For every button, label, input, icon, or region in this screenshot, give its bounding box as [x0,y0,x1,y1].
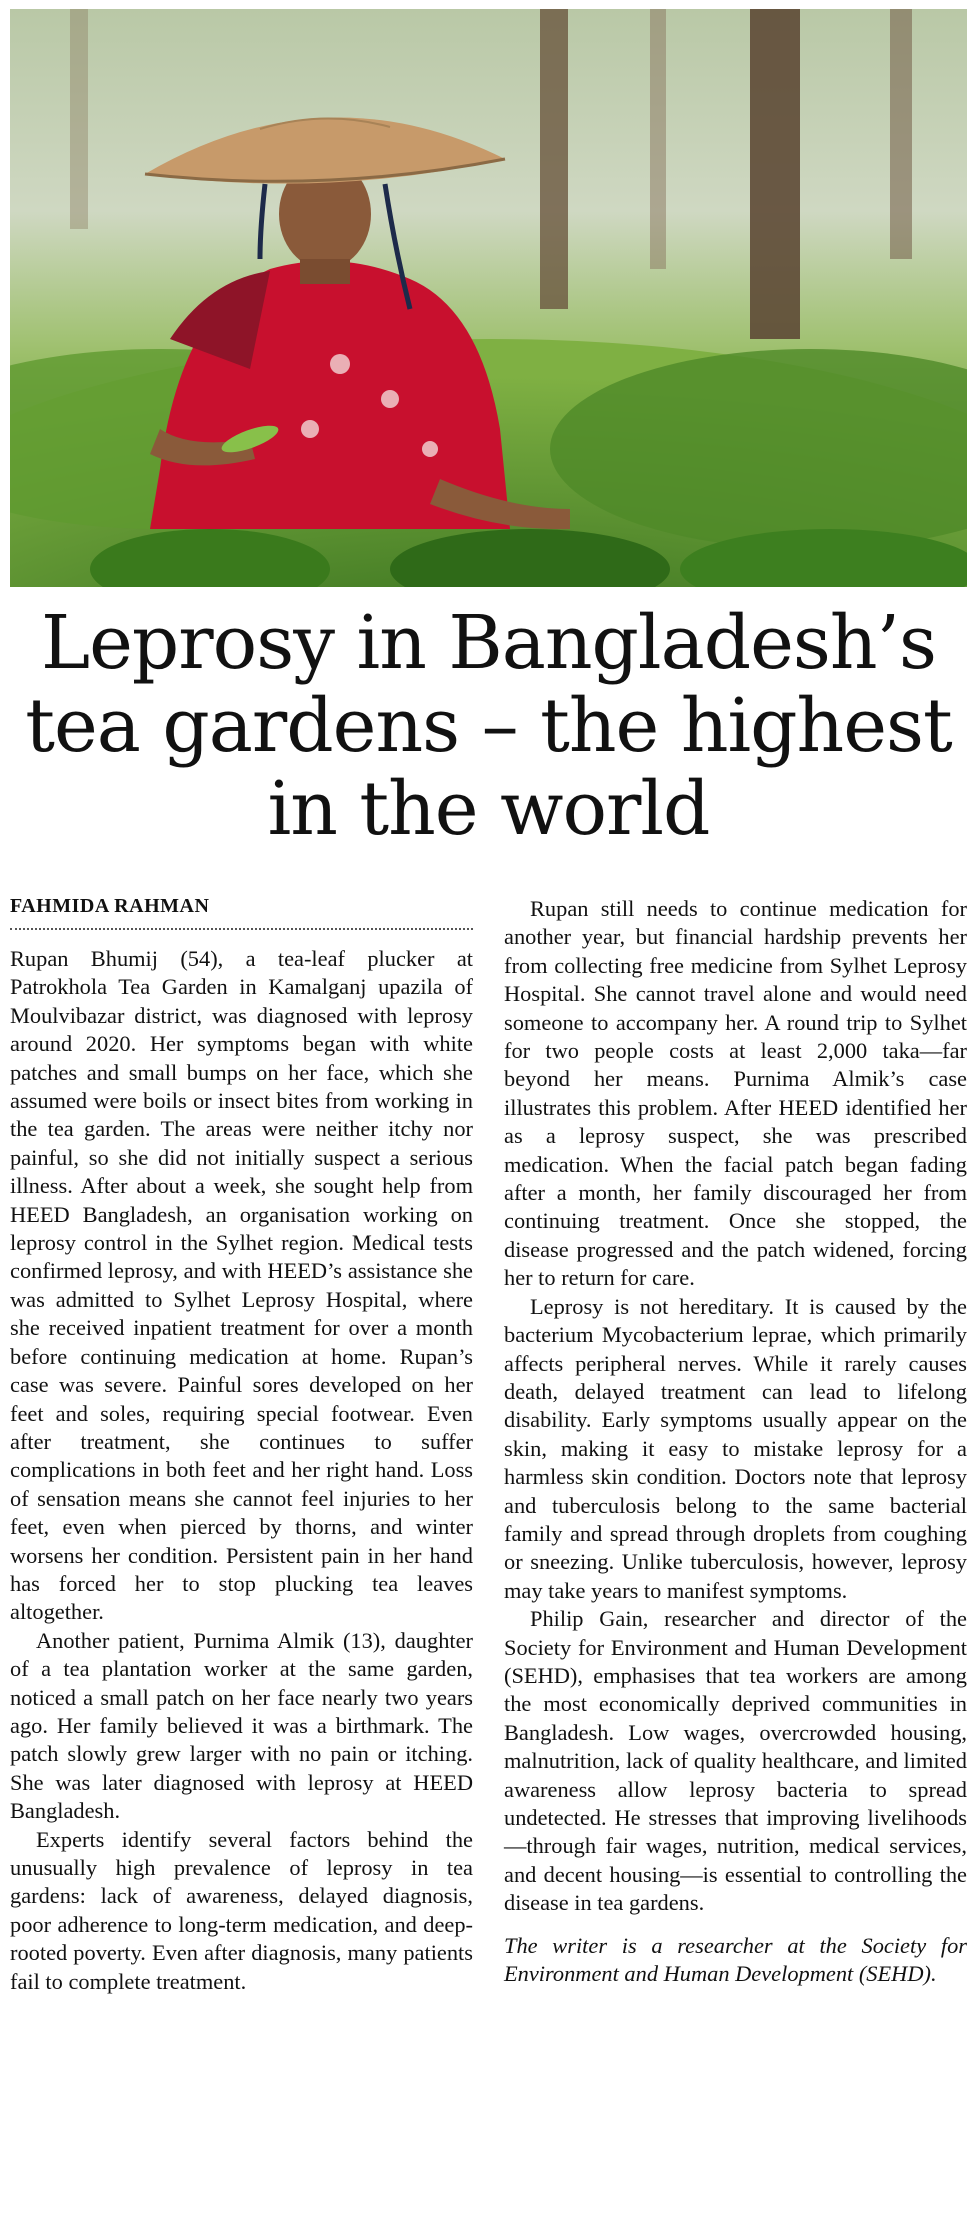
author-credit: The writer is a researcher at the Society for Environment and Human Development (SEHD). [504,1932,967,1987]
byline: FAHMIDA RAHMAN [10,895,473,930]
paragraph: Rupan still needs to continue medication for another year, but financial hardship prevents her from collecting free medicine from Sylhet Leprosy Hospital. She cannot travel alone and would need someone to accompany her. A round trip to Sylhet for two people costs at least 2,000 taka—far beyond her means. Purnima Almik’s case illustrates this problem. After HEED identified her as a leprosy suspect, she was prescribed medication. When the facial patch began fading after a month, her family discouraged her from continuing treatment. Once she stopped, the disease progressed and the patch widened, forcing her to return for care. [504,896,967,1291]
article-column-left [10,945,473,1996]
paragraph: Leprosy is not hereditary. It is caused by the bacterium Mycobacterium leprae, which primarily affects peripheral nerves. While it rarely causes death, delayed treatment can lead to lifelong disability. Early symptoms usually appear on the skin, making it easy to mistake leprosy for a harmless skin condition. Doctors note that leprosy and tuberculosis belong to the same bacterial family and spread through droplets from coughing or sneezing. Unlike tuberculosis, however, leprosy may take years to manifest symptoms. [504,1293,967,1603]
article-column-right [504,895,967,1988]
article-headline: Leprosy in Bangladesh’s tea gardens – the highest in the world [25,600,952,852]
paragraph: Another patient, Purnima Almik (13), daughter of a tea plantation worker at the same garden, noticed a small patch on her face nearly two years ago. Her family believed it was a birthmark. The patch slowly grew larger with no pain or itching. She was later diagnosed with leprosy at HEED Bangladesh. [10,1627,473,1824]
lead-photo [10,9,967,587]
paragraph: Philip Gain, researcher and director of the Society for Environment and Human Development (SEHD), emphasises that tea workers are among the most economically deprived communities in Bangladesh. Low wages, overcrowded housing, malnutrition, lack of quality healthcare, and limited awareness allow leprosy bacteria to spread undetected. He stresses that improving livelihoods—through fair wages, nutrition, medical services, and decent housing—is essential to controlling the disease in tea gardens. [504,1606,967,1916]
paragraph: Rupan Bhumij (54), a tea-leaf plucker at Patrokhola Tea Garden in Kamalganj upazila of Moulvibazar district, was diagnosed with leprosy around 2020. Her symptoms began with white patches and small bumps on her face, which she assumed were boils or insect bites from working in the tea garden. The areas were neither itchy nor painful, so she did not initially suspect a serious illness. After about a week, she sought help from HEED Bangladesh, an organisation working on leprosy control in the Sylhet region. Medical tests confirmed leprosy, and with HEED’s assistance she was admitted to Sylhet Leprosy Hospital, where she received inpatient treatment for over a month before continuing medication at home. Rupan’s case was severe. Painful sores developed on her feet and soles, requiring special footwear. Even after treatment, she continues to suffer complications in both feet and her right hand. Loss of sensation means she cannot feel injuries to her feet, even when pierced by thorns, and winter worsens her condition. Persistent pain in her hand has forced her to stop plucking tea leaves altogether. [10,946,473,1625]
tea-plucker-illustration [10,9,967,587]
paragraph: Experts identify several factors behind the unusually high prevalence of leprosy in tea gardens: lack of awareness, delayed diagnosis, poor adherence to long-term medication, and deep-rooted poverty. Even after diagnosis, many patients fail to complete treatment. [10,1826,473,1994]
